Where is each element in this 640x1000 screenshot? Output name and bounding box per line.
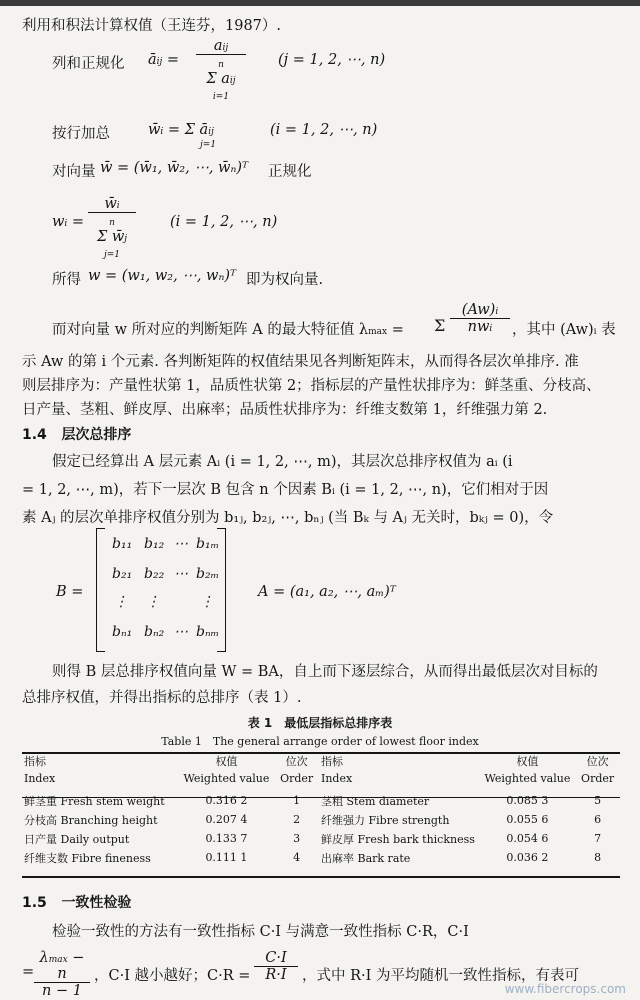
row-order: 1 xyxy=(293,794,301,807)
row-weight: 0.054 6 xyxy=(506,832,549,845)
row-index: 日产量 Daily output xyxy=(24,832,130,846)
row-sum-label: 按行加总 xyxy=(52,126,110,142)
table-bottom-rule xyxy=(22,876,620,878)
index-order-table xyxy=(22,752,620,867)
matrix-cell: ⋯ xyxy=(174,536,188,552)
matrix-cell: b₂₁ xyxy=(112,566,133,582)
para2-line2: = 1, 2, ⋯, m)，若下一层次 B 包含 n 个因素 Bᵢ (i = 1, 2, ⋯, n)，它们相对于因 xyxy=(22,482,549,498)
lambda-max-fraction: (Aw)i nwi xyxy=(450,302,510,335)
header-index-cn: 指标 xyxy=(24,755,46,768)
row-weight: 0.133 7 xyxy=(205,832,248,845)
row-index: 纤维强力 Fibre strength xyxy=(321,813,450,827)
para3-line2: 总排序权值，并得出指标的总排序（表 1）. xyxy=(22,690,302,706)
row-order: 7 xyxy=(594,832,602,845)
row-order: 4 xyxy=(293,851,301,864)
row-weight: 0.085 3 xyxy=(506,794,549,807)
para1-line2: 示 Aw 的第 i 个元素. 各判断矩阵的权值结果见各判断矩阵末，从而得各层次单排序. 准 xyxy=(22,354,579,370)
matrix-cell: ⋯ xyxy=(174,624,188,640)
row-weight: 0.055 6 xyxy=(506,813,549,826)
matrix-cell: ⋮ xyxy=(200,594,214,610)
row-order: 6 xyxy=(594,813,602,826)
row-weight: 0.111 1 xyxy=(205,851,248,864)
table-row xyxy=(22,829,620,848)
header-weight-en: Weighted value xyxy=(183,772,270,785)
vec-norm-post: 正规化 xyxy=(268,164,312,180)
matrix-cell: b₂₂ xyxy=(144,566,165,582)
table-row xyxy=(22,848,620,867)
para1-line1-b: ，其中 (Aw)ᵢ 表 xyxy=(512,322,616,338)
row-weight: 0.207 4 xyxy=(205,813,248,826)
top-header-strip xyxy=(0,0,640,6)
vec-norm-pre: 对向量 xyxy=(52,164,96,180)
row-index: 出麻率 Bark rate xyxy=(321,851,411,865)
matrix-cell: ⋮ xyxy=(114,594,128,610)
section-heading-1-5: 1.5 一致性检验 xyxy=(22,895,132,911)
matrix-cell: bₙ₁ xyxy=(112,624,133,640)
matrix-cell: bₙ₂ xyxy=(144,624,165,640)
header-weight-cn: 权值 xyxy=(215,755,238,768)
row-sum-formula: w̄i = Σ āij xyxy=(148,122,214,138)
row-weight: 0.316 2 xyxy=(205,794,248,807)
header-weight-en: Weighted value xyxy=(484,772,571,785)
matrix-cell: b₁₂ xyxy=(144,536,165,552)
matrix-cell: bₙₘ xyxy=(196,624,220,640)
para4-line1: 检验一致性的方法有一致性指标 C·I 与满意一致性指标 C·R，C·I xyxy=(52,924,469,940)
matrix-label: B = xyxy=(56,584,84,600)
row-order: 8 xyxy=(594,851,602,864)
para4-line2-b: ，式中 R·I 为平均随机一致性指标，有表可 xyxy=(302,968,579,984)
lambda-sum-sign: Σ xyxy=(434,316,446,335)
table-header-row-en xyxy=(22,770,620,787)
row-order: 5 xyxy=(594,794,602,807)
col-norm-label: 列和正规化 xyxy=(52,56,125,72)
section-heading-1-4: 1.4 层次总排序 xyxy=(22,427,132,443)
para2-line1: 假定已经算出 A 层元素 Aᵢ (i = 1, 2, ⋯, m)，其层次总排序权值为 aᵢ (i xyxy=(52,454,513,470)
row-order: 3 xyxy=(293,832,301,845)
site-watermark: www.fibercrops.com xyxy=(504,982,626,996)
ci-equals: = xyxy=(22,964,35,980)
matrix-cell: b₁₁ xyxy=(112,536,133,552)
header-order-en: Order xyxy=(280,772,314,785)
matrix-b xyxy=(96,528,226,650)
header-index-cn: 指标 xyxy=(321,755,343,768)
cr-fraction: $\frac{C\cdot I}{R\cdot I}$ xyxy=(254,950,298,983)
matrix-cell: b₁ₘ xyxy=(196,536,220,552)
header-order-en: Order xyxy=(581,772,615,785)
matrix-cell: ⋮ xyxy=(146,594,160,610)
table-title-en: Table 1 The general arrange order of lowest floor index xyxy=(161,735,479,748)
para1-line1-a: 而对向量 w 所对应的判断矩阵 A 的最大特征值 λmax = xyxy=(52,322,404,338)
table-row xyxy=(22,810,620,829)
result-post: 即为权向量. xyxy=(246,272,324,288)
table-header-row-cn xyxy=(22,752,620,770)
matrix-cell: b₂ₘ xyxy=(196,566,220,582)
col-norm-lhs: āij = xyxy=(148,52,180,68)
row-index: 分枝高 Branching height xyxy=(24,813,158,827)
row-index: 茎粗 Stem diameter xyxy=(321,794,430,808)
header-weight-cn: 权值 xyxy=(516,755,539,768)
para2-line3: 素 Aⱼ 的层次单排序权值分别为 b₁ⱼ, b₂ⱼ, ⋯, bₙⱼ (当 Bₖ 与 Aⱼ 无关时，bₖⱼ = 0)，令 xyxy=(22,510,554,526)
ci-fraction: λmax − n n − 1 xyxy=(34,950,90,999)
row-index: 鲜茎重 Fresh stem weight xyxy=(24,794,165,808)
header-order-cn: 位次 xyxy=(285,755,308,768)
vec-norm-expr: w̄ = (w̄₁, w̄₂, ⋯, w̄ₙ)ᵀ xyxy=(100,160,249,176)
a-vector: A = (a₁, a₂, ⋯, aₘ)ᵀ xyxy=(258,584,396,600)
col-norm-fraction: aij n Σ aij i=1 xyxy=(196,38,246,103)
row-index: 纤维支数 Fibre fineness xyxy=(24,851,151,865)
wi-range: (i = 1, 2, ⋯, n) xyxy=(170,214,278,230)
col-norm-range: (j = 1, 2, ⋯, n) xyxy=(278,52,386,68)
wi-lhs: wi = xyxy=(52,214,85,230)
header-index-en: Index xyxy=(321,772,353,785)
para4-line2-a: ，C·I 越小越好；C·R = xyxy=(94,968,251,984)
para1-line4: 日产量、茎粗、鲜皮厚、出麻率；品质性状排序为：纤维支数第 1，纤维强力第 2. xyxy=(22,402,548,418)
matrix-left-bracket xyxy=(96,528,105,652)
result-pre: 所得 xyxy=(52,272,81,288)
para3-line1: 则得 B 层总排序权值向量 W = BA，自上而下逐层综合，从而得出最低层次对目标的 xyxy=(52,664,598,680)
wi-fraction: w̄i n Σ w̄j j=1 xyxy=(88,196,136,261)
header-index-en: Index xyxy=(24,772,56,785)
row-index: 鲜皮厚 Fresh bark thickness xyxy=(321,832,475,846)
table-title-cn: 表 1 最低层指标总排序表 xyxy=(247,716,393,730)
row-weight: 0.036 2 xyxy=(506,851,549,864)
header-order-cn: 位次 xyxy=(586,755,609,768)
matrix-cell: ⋯ xyxy=(174,566,188,582)
row-order: 2 xyxy=(293,813,301,826)
row-sum-limits: j=1 xyxy=(200,140,217,150)
row-sum-range: (i = 1, 2, ⋯, n) xyxy=(270,122,378,138)
result-expr: w = (w₁, w₂, ⋯, wₙ)ᵀ xyxy=(88,268,237,284)
intro-text: 利用和积法计算权值（王连芬，1987）. xyxy=(22,18,282,34)
para1-line3: 则层排序为：产量性状第 1，品质性状第 2；指标层的产量性状排序为：鲜茎重、分枝高、 xyxy=(22,378,601,394)
table-row xyxy=(22,791,620,810)
